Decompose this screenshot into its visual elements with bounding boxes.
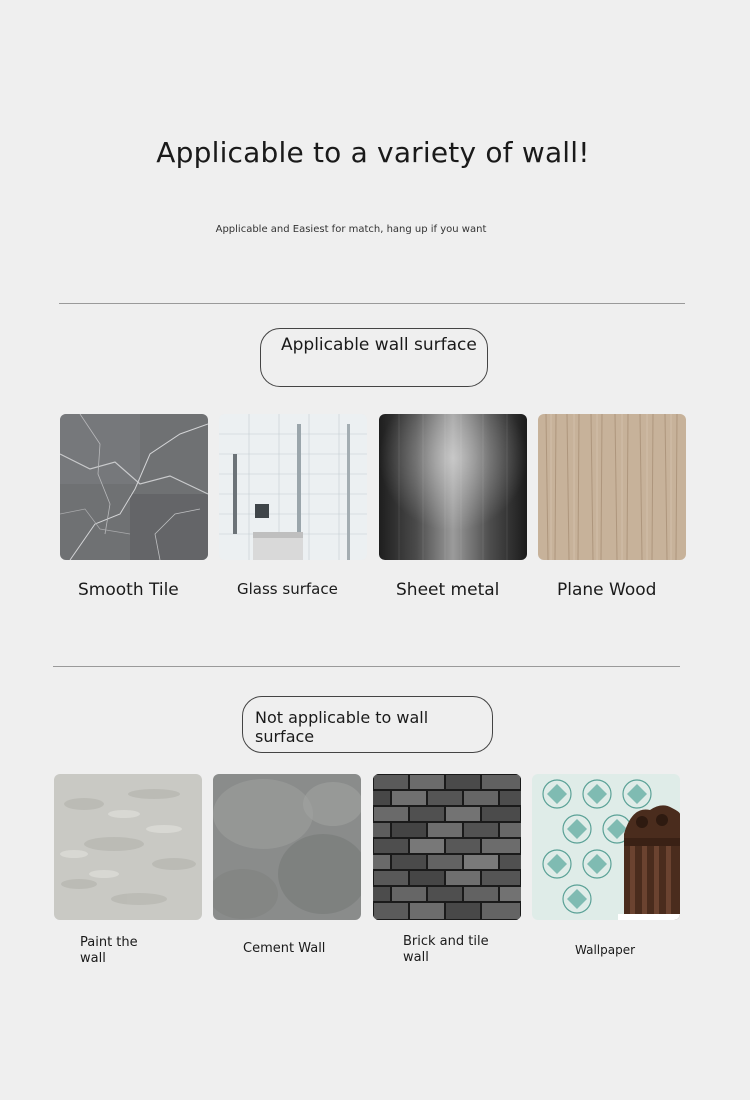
- cement-wall-swatch: [213, 774, 361, 920]
- tile-cement-wall: [213, 774, 361, 920]
- divider-middle: [53, 666, 680, 667]
- tile-brick-wall: [373, 774, 521, 920]
- tile-wallpaper: [532, 774, 680, 920]
- brick-wall-swatch: [373, 774, 521, 920]
- label-plane-wood: Plane Wood: [557, 580, 657, 600]
- applicable-heading: Applicable wall surface: [281, 335, 477, 355]
- painted-wall-swatch: [54, 774, 202, 920]
- divider-top: [59, 303, 685, 304]
- label-cement-wall: Cement Wall: [243, 941, 326, 956]
- brushed-metal-swatch: [379, 414, 527, 560]
- label-wallpaper: Wallpaper: [575, 943, 636, 957]
- applicable-heading-pill: [260, 328, 488, 387]
- tile-sheet-metal: [379, 414, 527, 560]
- glass-shower-swatch: [219, 414, 367, 560]
- marble-tile-swatch: [60, 414, 208, 560]
- label-smooth-tile: Smooth Tile: [78, 580, 179, 600]
- label-glass-surface: Glass surface: [237, 580, 338, 598]
- page-title: Applicable to a variety of wall!: [156, 136, 590, 169]
- tile-glass-surface: [219, 414, 367, 560]
- page-subtitle: Applicable and Easiest for match, hang up if you want: [215, 224, 487, 235]
- tile-smooth-tile: [60, 414, 208, 560]
- wood-grain-swatch: [538, 414, 686, 560]
- wallpaper-swatch: [532, 774, 680, 920]
- tile-paint-the-wall: [54, 774, 202, 920]
- not-applicable-heading-pill: [242, 696, 493, 753]
- tile-plane-wood: [538, 414, 686, 560]
- label-sheet-metal: Sheet metal: [396, 580, 500, 600]
- label-paint-the-wall: Paint the wall: [80, 935, 138, 966]
- not-applicable-heading: Not applicable to wall surface: [255, 708, 429, 746]
- label-brick-and-tile-wall: Brick and tile wall: [403, 934, 489, 965]
